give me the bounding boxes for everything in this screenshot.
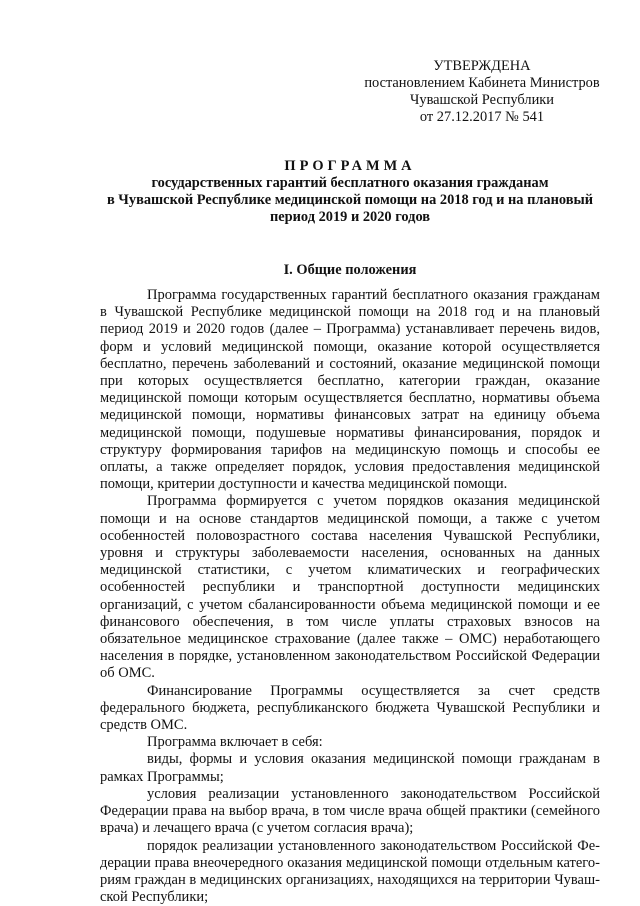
title-line-3: период 2019 и 2020 годов: [100, 209, 600, 226]
approval-stamp: [352, 58, 612, 126]
paragraph: порядок реализации установленного законодательством Российской Федерации права внеочередного оказания медицинской помощи отдельным категориям граждан в медицинских организациях, находящихся на территории Чувашской Республики;: [100, 838, 600, 906]
approval-date-number: от 27.12.2017 № 541: [352, 109, 612, 126]
section-heading: I. Общие положения: [100, 262, 600, 279]
document-title: [100, 158, 600, 226]
title-line-1: государственных гарантий бесплатного оказания гражданам: [100, 175, 600, 192]
paragraph: Программа включает в себя:: [100, 734, 600, 751]
title-line-2: в Чувашской Республике медицинской помощи на 2018 год и на плановый: [100, 192, 600, 209]
approval-heading: УТВЕРЖДЕНА: [352, 58, 612, 75]
paragraph: виды, формы и условия оказания медицинской помощи гражданам в рамках Программы;: [100, 751, 600, 785]
approval-republic: Чувашской Республики: [352, 92, 612, 109]
paragraph: Программа формируется с учетом порядков оказания медицинской помощи и на основе стандартов медицинской помощи, а также с учетом особенностей половозрастного состава населения Чувашской Республики, уровня и структуры заболеваемости населения, основанных на данных медицинской статистики, с учетом климатических и географических особенностей республики и транспортной доступности медицинских организаций, с учетом сбалансированности объема медицинской помощи и ее финансового обеспечения, в том числе уплаты страховых взносов на обязательное медицинское страхование (далее также – ОМС) неработающего населения в порядке, установленном законодательством Российской Федерации об ОМС.: [100, 493, 600, 682]
paragraph: Программа государственных гарантий бесплатного оказания гражданам в Чувашской Республике медицинской помощи на 2018 год и на плановый период 2019 и 2020 годов (далее – Программа) устанавливает перечень видов, форм и условий медицинской помощи, оказание которой осуществляется бесплатно, перечень заболеваний и состояний, оказание медицинской помощи при которых осуществляется бесплатно, категории граждан, оказание медицинской помощи которым осуществляется бесплатно, нормативы объема медицинской помощи, нормативы финансовых затрат на единицу объема медицинской помощи, подушевые нормативы финансирования, порядок и структуру формирования тарифов на медицинскую помощь и способы ее оплаты, а также определяет порядок, условия предоставления медицинской помощи, критерии доступности и качества медицинской помощи.: [100, 287, 600, 493]
paragraph: условия реализации установленного законодательством Российской Федерации права на выбор врача, в том числе врача общей практики (семейного врача) и лечащего врача (с учетом согласия врача);: [100, 786, 600, 838]
title-program: ПРОГРАММА: [100, 158, 600, 175]
body-text: [100, 287, 600, 906]
paragraph: Финансирование Программы осуществляется за счет средств федерального бюджета, республиканского бюджета Чувашской Республики и средств ОМС.: [100, 683, 600, 735]
approval-authority: постановлением Кабинета Министров: [352, 75, 612, 92]
